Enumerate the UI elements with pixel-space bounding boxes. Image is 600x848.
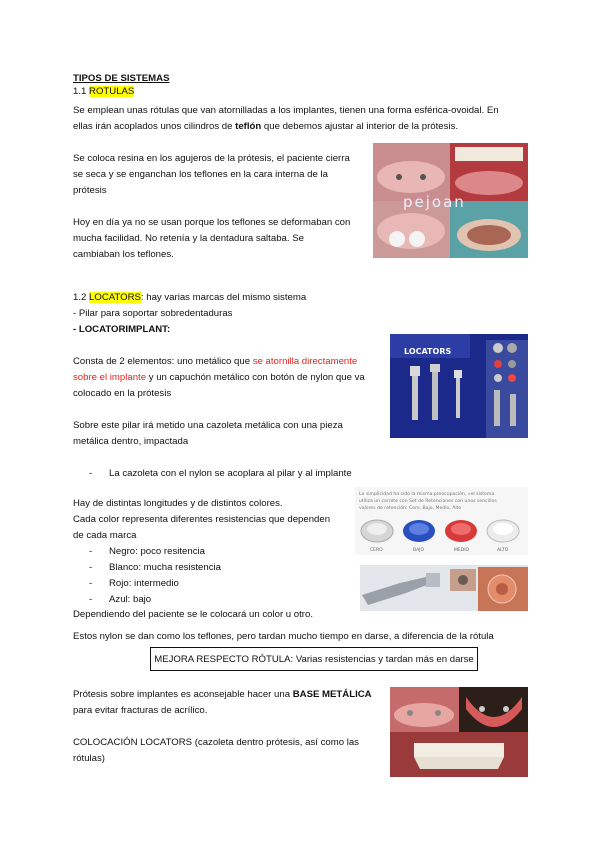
section-2-label: LOCATORS [89, 292, 141, 303]
s2-c1-red: se atornilla directamente [252, 356, 358, 367]
s2-sobre-line1: Sobre este pilar irá metido una cazoleta metálica con una pieza [73, 420, 343, 431]
s2-consta-line1 [73, 356, 357, 368]
caps-caption-1: La simplicidad ha sido la misma preocupación, »el sistema [359, 492, 495, 497]
s2-line3: - LOCATORIMPLANT: [73, 324, 171, 335]
locators-slide-image [390, 334, 528, 438]
s1-para3-line3: cambiaban los teflones. [73, 249, 174, 260]
s2-c1-pre: Consta de 2 elementos: uno metálico que [73, 356, 253, 367]
section-2-number: 1.2 [73, 292, 90, 303]
s1-p1b-pre: ellas irán acoplados unos cilindros de [73, 121, 236, 132]
rotulas-photo [373, 143, 528, 258]
color-item-rojo: - Rojo: intermedio [109, 578, 179, 590]
mejora-box: MEJORA RESPECTO RÓTULA: Varias resistencias y tardan más en darse [150, 647, 478, 671]
section-1-heading [73, 86, 134, 98]
s2-colores-line1: Hay de distintas longitudes y de distintos colores. [73, 498, 283, 509]
locator-tool-image [360, 565, 528, 611]
section-2-heading [73, 292, 306, 304]
pejoan-watermark: pejoan [403, 193, 466, 211]
caps-caption-2: utiliza un carrete con Set de Retenciones con unos sencillos [359, 499, 497, 504]
s2-c2-post: y un capuchón metálico con botón de nylon que va [146, 372, 365, 383]
s2-base-line2: para evitar fracturas de acrílico. [73, 705, 208, 716]
s2-colores-line3: de cada marca [73, 530, 137, 541]
dentures-photo [390, 687, 528, 777]
section-1-number: 1.1 [73, 86, 90, 97]
s2-colores-line2: Cada color representa diferentes resistencias que dependen [73, 514, 331, 525]
s1-para2-line2: se seca y se enganchan los teflones en la cara interna de la [73, 169, 328, 180]
s1-para3-line1: Hoy en día ya no se usan porque los teflones se deformaban con [73, 217, 351, 228]
s2-c2-red: sobre el implante [73, 372, 147, 383]
s1-para2-line3: prótesis [73, 185, 107, 196]
s2-f1-pre: Prótesis sobre implantes es aconsejable hacer una [73, 689, 293, 700]
s2-base-line1 [73, 689, 372, 701]
s2-consta-line3: colocado en la prótesis [73, 388, 172, 399]
s1-p1b-bold: teflón [235, 121, 262, 132]
locators-slide-title: LOCATORS [404, 347, 452, 356]
s2-sobre-line2: metálica dentro, impactada [73, 436, 189, 447]
color-item-azul: - Azul: bajo [109, 594, 151, 606]
s1-para2-line1: Se coloca resina en los agujeros de la prótesis, el paciente cierra [73, 153, 350, 164]
cap-label-cero: CERO [370, 548, 383, 553]
s2-f1-bold: BASE METÁLICA [292, 689, 372, 700]
s2-colocacion-line2: rótulas) [73, 753, 105, 764]
page-title: TIPOS DE SISTEMAS [73, 73, 170, 84]
cap-label-medio: MEDIO [454, 548, 470, 553]
caps-color-image [355, 487, 528, 555]
s2-dependiendo: Dependiendo del paciente se le colocará un color u otro. [73, 609, 314, 620]
s2-colocacion-line1: COLOCACIÓN LOCATORS (cazoleta dentro prótesis, así como las [73, 737, 359, 748]
s1-para3-line2: mucha facilidad. No retenía y la dentadura saltaba. Se [73, 233, 304, 244]
cap-label-alto: ALTO [497, 548, 509, 553]
color-item-blanco: - Blanco: mucha resistencia [109, 562, 221, 574]
section-1-label: ROTULAS [89, 86, 135, 97]
s1-p1b-post: que debemos ajustar al interior de la prótesis. [261, 121, 459, 132]
s2-bullet-cazoleta: - La cazoleta con el nylon se acoplara al pilar y al implante [109, 468, 352, 480]
s1-para1-line2 [73, 121, 458, 133]
caps-caption-3: valores de retención: Cero, Bajo, Medio, Alto [359, 506, 462, 511]
s1-para1-line1: Se emplean unas rótulas que van atornilladas a los implantes, tienen una forma esférica-ovoidal. En [73, 105, 499, 116]
s2-line2: - Pilar para soportar sobredentaduras [73, 308, 233, 319]
section-2-after: : hay varias marcas del mismo sistema [140, 292, 307, 303]
color-item-negro: - Negro: poco resitencia [109, 546, 205, 558]
s2-consta-line2 [73, 372, 365, 384]
s2-nylon-note: Estos nylon se dan como los teflones, pero tardan mucho tiempo en darse, a diferencia de la rótula [73, 631, 494, 642]
cap-label-bajo: BAJO [413, 548, 425, 553]
